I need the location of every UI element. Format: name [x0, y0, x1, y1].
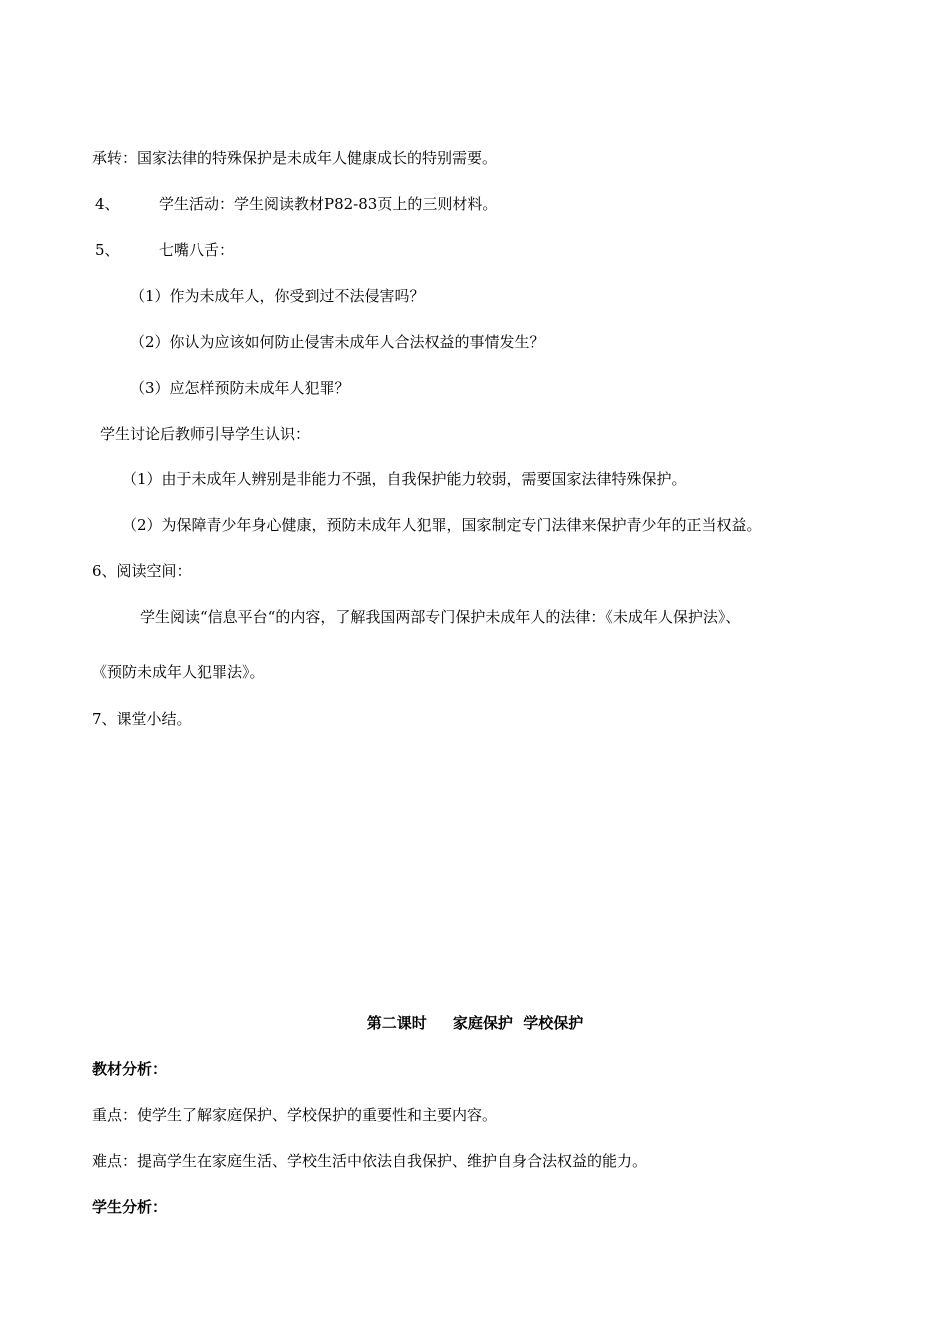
item-5-text: 七嘴八舌： [159, 241, 235, 259]
student-heading: 学生分析： [92, 1198, 168, 1216]
reading-line-2: 《预防未成年人犯罪法》。 [92, 663, 265, 681]
transition-text: 承转：国家法律的特殊保护是未成年人健康成长的特别需要。 [92, 149, 498, 167]
item-5 [95, 240, 234, 260]
materials-heading: 教材分析： [92, 1060, 168, 1078]
item-7: 7、课堂小结。 [92, 710, 192, 728]
item-4 [95, 194, 497, 214]
key-point: 重点：使学生了解家庭保护、学校保护的重要性和主要内容。 [92, 1106, 498, 1124]
lesson-title: 第二课时 家庭保护 学校保护 [366, 1014, 584, 1032]
question-3: （3）应怎样预防未成年人犯罪？ [130, 379, 350, 397]
item-4-number: 4、 [95, 195, 120, 213]
question-1: （1）作为未成年人，你受到过不法侵害吗？ [130, 287, 425, 305]
item-4-text: 学生活动：学生阅读教材P82-83页上的三则材料。 [159, 195, 498, 213]
difficulty: 难点：提高学生在家庭生活、学校生活中依法自我保护、维护自身合法权益的能力。 [92, 1152, 648, 1170]
conclusion-1: （1）由于未成年人辨别是非能力不强，自我保护能力较弱，需要国家法律特殊保护。 [122, 470, 687, 488]
item-5-number: 5、 [95, 241, 120, 259]
question-2: （2）你认为应该如何防止侵害未成年人合法权益的事情发生？ [130, 333, 545, 351]
reading-line-1: 学生阅读“信息平台“的内容，了解我国两部专门保护未成年人的法律：《未成年人保护法》、 [140, 608, 741, 626]
discussion-intro: 学生讨论后教师引导学生认识： [100, 425, 311, 443]
conclusion-2: （2）为保障青少年身心健康，预防未成年人犯罪，国家制定专门法律来保护青少年的正当权益。 [122, 516, 762, 534]
item-6: 6、阅读空间： [92, 562, 192, 580]
